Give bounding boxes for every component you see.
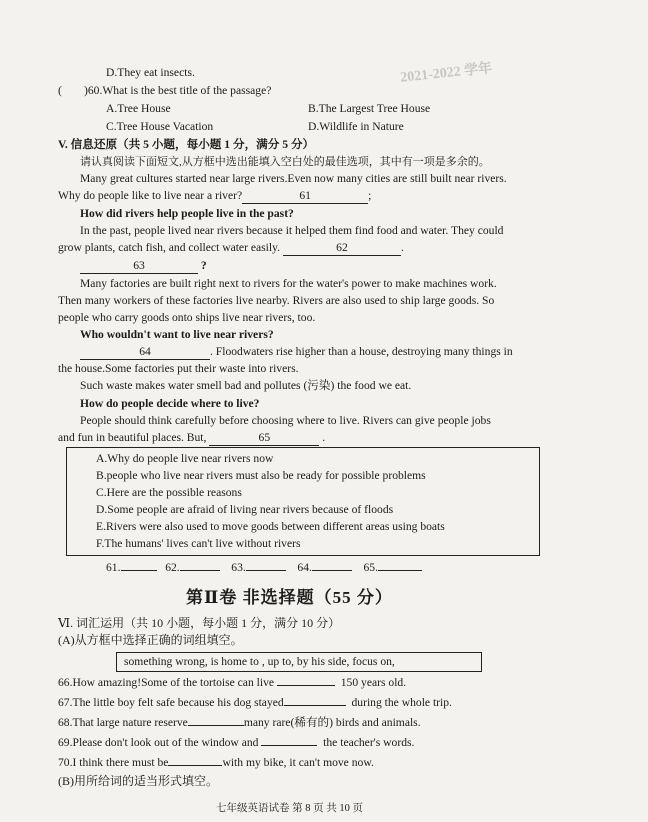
- q67: [58, 696, 452, 710]
- wordbox-text: something wrong, is home to , up to, by his side, focus on,: [124, 655, 395, 668]
- heading-who: Who wouldn't want to live near rivers?: [80, 328, 274, 341]
- option-b: B.people who live near rivers must also be ready for possible problems: [96, 469, 426, 482]
- q70-text: 70.I think there must be: [58, 756, 169, 769]
- para2-line3: [80, 259, 207, 274]
- para4-line2: the house.Some factories put their waste into rivers.: [58, 362, 299, 375]
- option-e: E.Rivers were also used to move goods between different areas using boats: [96, 520, 445, 533]
- q60-stem: )60.What is the best title of the passage?: [84, 84, 272, 97]
- answer-63-blank[interactable]: [246, 570, 286, 571]
- q66-text-end: 150 years old.: [340, 676, 407, 689]
- q60-option-d: D.Wildlife in Nature: [308, 120, 404, 133]
- blank-61[interactable]: [242, 189, 368, 204]
- para3-line1: Many factories are built right next to rivers for the water's power to make machines work.: [80, 277, 497, 290]
- answer-65-blank[interactable]: [378, 570, 422, 571]
- para4-line1: [80, 345, 513, 360]
- option-c: C.Here are the possible reasons: [96, 486, 242, 499]
- blank-63[interactable]: [80, 259, 198, 274]
- q60-option-a: A.Tree House: [106, 102, 171, 115]
- q69-blank[interactable]: [261, 745, 317, 746]
- q67-text-end: during the whole trip.: [351, 696, 452, 709]
- para4-text: . Floodwaters rise higher than a house, destroying many things in: [210, 345, 513, 358]
- blank-64[interactable]: [80, 345, 210, 360]
- q69-text: 69.Please don't look out of the window and: [58, 736, 259, 749]
- q66: [58, 676, 406, 690]
- answer-64-label: 64.: [297, 561, 312, 574]
- answer-62-blank[interactable]: [180, 570, 220, 571]
- q68-text: 68.That large nature reserve: [58, 716, 188, 729]
- q60-option-b: B.The Largest Tree House: [308, 102, 431, 115]
- heading-past: How did rivers help people live in the past?: [80, 207, 294, 220]
- blank-64-number: 64: [139, 345, 151, 358]
- watermark-stamp: 2021-2022 学年: [399, 61, 493, 86]
- blank-61-number: 61: [299, 189, 311, 202]
- para5-text: and fun in beautiful places. But,: [58, 431, 207, 444]
- q70: [58, 756, 374, 770]
- para1-line1: Many great cultures started near large rivers.Even now many cities are still built near rivers.: [80, 172, 507, 185]
- para1-line2: Why do people like to live near a river? 61 ;: [58, 189, 372, 202]
- answer-61-blank[interactable]: [121, 570, 157, 571]
- para2-text: grow plants, catch fish, and collect water easily.: [58, 241, 281, 254]
- blank-62-number: 62: [336, 241, 348, 254]
- answer-62-label: 62.: [165, 561, 180, 574]
- answer-63-label: 63.: [231, 561, 246, 574]
- question-mark: ?: [200, 259, 207, 272]
- answer-64-blank[interactable]: [312, 570, 352, 571]
- para2-line1: In the past, people lived near rivers because it helped them find food and water. They could: [80, 224, 504, 237]
- section5-instruction: 请认真阅读下面短文,从方框中选出能填入空白处的最佳选项，其中有一项是多余的。: [80, 156, 490, 168]
- section5-title: V. 信息还原（共 5 小题，每小题 1 分，满分 5 分）: [58, 138, 315, 151]
- para5-line1: People should think carefully before choosing where to live. Rivers can give people jobs: [80, 414, 491, 427]
- para3-line3: people who carry goods onto ships live near rivers, too.: [58, 311, 316, 324]
- answer-65-label: 65.: [363, 561, 378, 574]
- q59-option-d: D.They eat insects.: [106, 66, 195, 79]
- blank-65-number: 65: [258, 431, 271, 444]
- blank-65[interactable]: [209, 431, 319, 446]
- blank-63-number: 63: [133, 259, 145, 272]
- para3-line2: Then many workers of these factories live nearby. Rivers are also used to ship large goods. So: [58, 294, 495, 307]
- answer-row: [106, 561, 422, 575]
- para5-line2: and fun in beautiful places. But, 65 .: [58, 431, 326, 444]
- q66-text: 66.How amazing!Some of the tortoise can live: [58, 676, 275, 689]
- q60-option-c: C.Tree House Vacation: [106, 120, 214, 133]
- blank-62[interactable]: [283, 241, 401, 256]
- q69: [58, 736, 414, 750]
- option-d: D.Some people are afraid of living near rivers because of floods: [96, 503, 394, 516]
- para1-text: Why do people like to live near a river?: [58, 189, 243, 202]
- q67-text: 67.The little boy felt safe because his dog stayed: [58, 696, 284, 709]
- q60-paren: (: [58, 84, 62, 97]
- option-a: A.Why do people live near rivers now: [96, 452, 274, 465]
- q68-text-end: many rare(稀有的) birds and animals.: [243, 716, 421, 729]
- q70-blank[interactable]: [168, 765, 222, 766]
- section6-sub-b: (B)用所给词的适当形式填空。: [58, 774, 218, 788]
- section6-sub-a: (A)从方框中选择正确的词组填空。: [58, 633, 243, 647]
- para2-line2: grow plants, catch fish, and collect water easily. 62 .: [58, 241, 404, 254]
- part2-title: 第Ⅱ卷 非选择题（55 分）: [186, 588, 393, 607]
- option-f: F.The humans' lives can't live without rivers: [96, 537, 301, 550]
- q70-text-end: with my bike, it can't move now.: [222, 756, 374, 769]
- q67-blank[interactable]: [284, 705, 346, 706]
- answer-61-label: 61.: [106, 561, 121, 574]
- section6-title: Ⅵ. 词汇运用（共 10 小题，每小题 1 分，满分 10 分）: [58, 616, 341, 630]
- heading-how: How do people decide where to live?: [80, 397, 260, 410]
- q66-blank[interactable]: [277, 685, 335, 686]
- q68-blank[interactable]: [188, 725, 244, 726]
- para4-line3: Such waste makes water smell bad and pollutes (污染) the food we eat.: [80, 379, 412, 392]
- q68: [58, 716, 421, 730]
- q69-text-end: the teacher's words.: [323, 736, 415, 749]
- page-footer: 七年级英语试卷 第 8 页 共 10 页: [216, 803, 363, 814]
